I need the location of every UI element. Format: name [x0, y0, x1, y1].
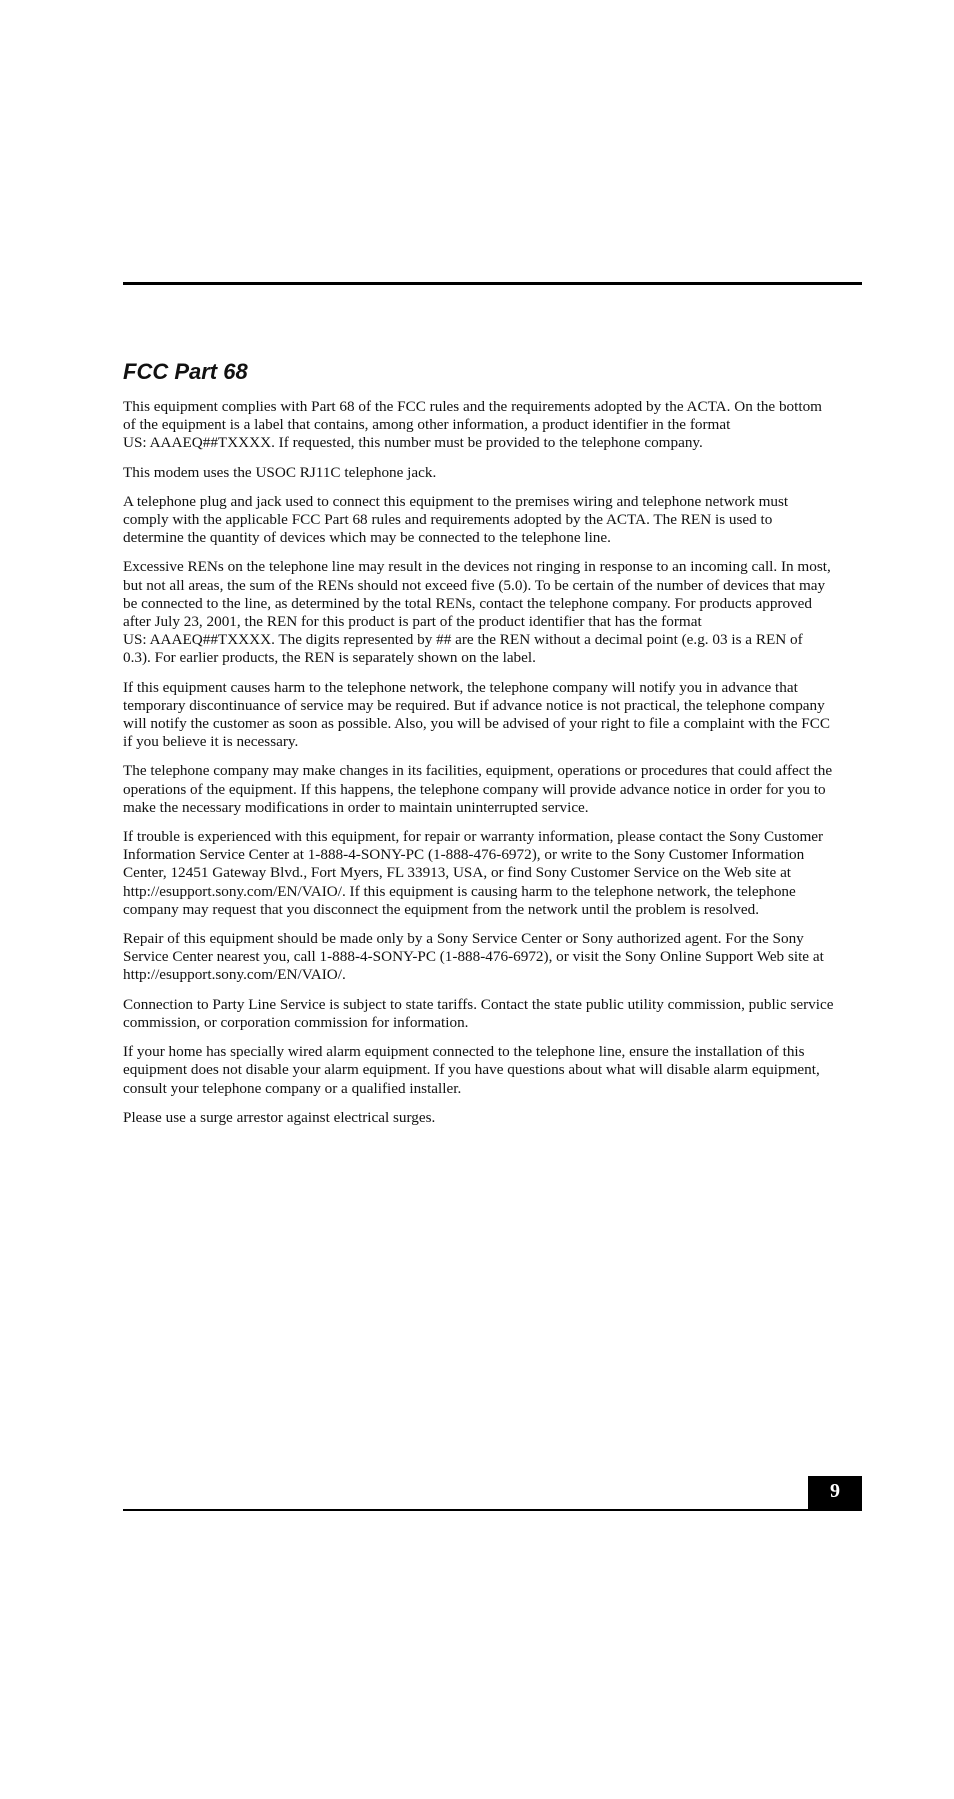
text-line: Service Center nearest you, call 1-888-4-SONY-PC (1-888-476-6972), or visit the Sony Online Support Web site at	[123, 948, 824, 966]
paragraph	[123, 679, 863, 752]
paragraph	[123, 493, 863, 548]
header-rule	[123, 282, 862, 285]
text-line: make the necessary modifications in order to maintain uninterrupted service.	[123, 798, 589, 816]
text-line: Excessive RENs on the telephone line may result in the devices not ringing in response to an incoming call. In most,	[123, 558, 831, 576]
paragraph	[123, 1109, 863, 1127]
text-line: http://esupport.sony.com/EN/VAIO/.	[123, 966, 346, 984]
text-line: equipment does not disable your alarm equipment. If you have questions about what will disable alarm equipment,	[123, 1061, 820, 1079]
text-line: 0.3). For earlier products, the REN is separately shown on the label.	[123, 649, 536, 667]
paragraph	[123, 762, 863, 817]
text-line: Connection to Party Line Service is subject to state tariffs. Contact the state public utility commission, public service	[123, 995, 834, 1013]
page-content	[123, 358, 863, 1138]
text-line: company may request that you disconnect the equipment from the network until the problem is resolved.	[123, 900, 760, 918]
footer-rule	[123, 1509, 862, 1511]
text-line: US: AAAEQ##TXXXX. The digits represented by ## are the REN without a decimal point (e.g. 03 is a REN of	[123, 631, 803, 649]
page-number: 9	[808, 1476, 862, 1511]
text-line: of the equipment is a label that contains, among other information, a product identifier in the format	[123, 416, 731, 434]
text-line: Center, 12451 Gateway Blvd., Fort Myers, FL 33913, USA, or find Sony Customer Service on the Web site at	[123, 864, 792, 882]
text-line: commission, or corporation commission for information.	[123, 1013, 469, 1031]
text-line: but not all areas, the sum of the RENs should not exceed five (5.0). To be certain of the number of devices that may	[123, 576, 826, 594]
text-line: The telephone company may make changes in its facilities, equipment, operations or procedures that could affect the	[123, 762, 833, 780]
text-line: US: AAAEQ##TXXXX. If requested, this number must be provided to the telephone company.	[123, 434, 703, 452]
body-text	[123, 398, 863, 1127]
text-line: A telephone plug and jack used to connect this equipment to the premises wiring and telephone network must	[123, 492, 789, 510]
text-line: operations of the equipment. If this happens, the telephone company will provide advance notice in order for you to	[123, 780, 826, 798]
text-line: http://esupport.sony.com/EN/VAIO/. If this equipment is causing harm to the telephone network, the telephone	[123, 882, 796, 900]
text-line: If this equipment causes harm to the telephone network, the telephone company will notify you in advance that	[123, 678, 798, 696]
paragraph	[123, 930, 863, 985]
text-line: comply with the applicable FCC Part 68 rules and requirements adopted by the ACTA. The REN is used to	[123, 511, 773, 529]
text-line: If trouble is experienced with this equipment, for repair or warranty information, please contact the Sony Customer	[123, 828, 824, 846]
paragraph	[123, 558, 863, 667]
text-line: If your home has specially wired alarm equipment connected to the telephone line, ensure the installation of this	[123, 1043, 805, 1061]
text-line: if you believe it is necessary.	[123, 733, 299, 751]
text-line: temporary discontinuance of service may be required. But if advance notice is not practical, the telephone company	[123, 696, 825, 714]
text-line: after July 23, 2001, the REN for this product is part of the product identifier that has the format	[123, 613, 702, 631]
text-line: This modem uses the USOC RJ11C telephone jack.	[123, 463, 437, 481]
paragraph	[123, 464, 863, 482]
text-line: Repair of this equipment should be made only by a Sony Service Center or Sony authorized agent. For the Sony	[123, 930, 804, 948]
text-line: will notify the customer as soon as possible. Also, you will be advised of your right to file a complaint with the FCC	[123, 715, 830, 733]
paragraph	[123, 398, 863, 453]
text-line: Please use a surge arrestor against electrical surges.	[123, 1108, 436, 1126]
text-line: This equipment complies with Part 68 of the FCC rules and the requirements adopted by the ACTA. On the bottom	[123, 398, 822, 415]
text-line: consult your telephone company or a qualified installer.	[123, 1079, 462, 1097]
text-line: be connected to the line, as determined by the total RENs, contact the telephone company. For products approved	[123, 594, 812, 612]
paragraph	[123, 1043, 863, 1098]
paragraph	[123, 996, 863, 1032]
paragraph	[123, 828, 863, 919]
section-title: FCC Part 68	[123, 359, 248, 384]
text-line: determine the quantity of devices which may be connected to the telephone line.	[123, 529, 611, 547]
text-line: Information Service Center at 1-888-4-SONY-PC (1-888-476-6972), or write to the Sony Customer Information	[123, 846, 805, 864]
